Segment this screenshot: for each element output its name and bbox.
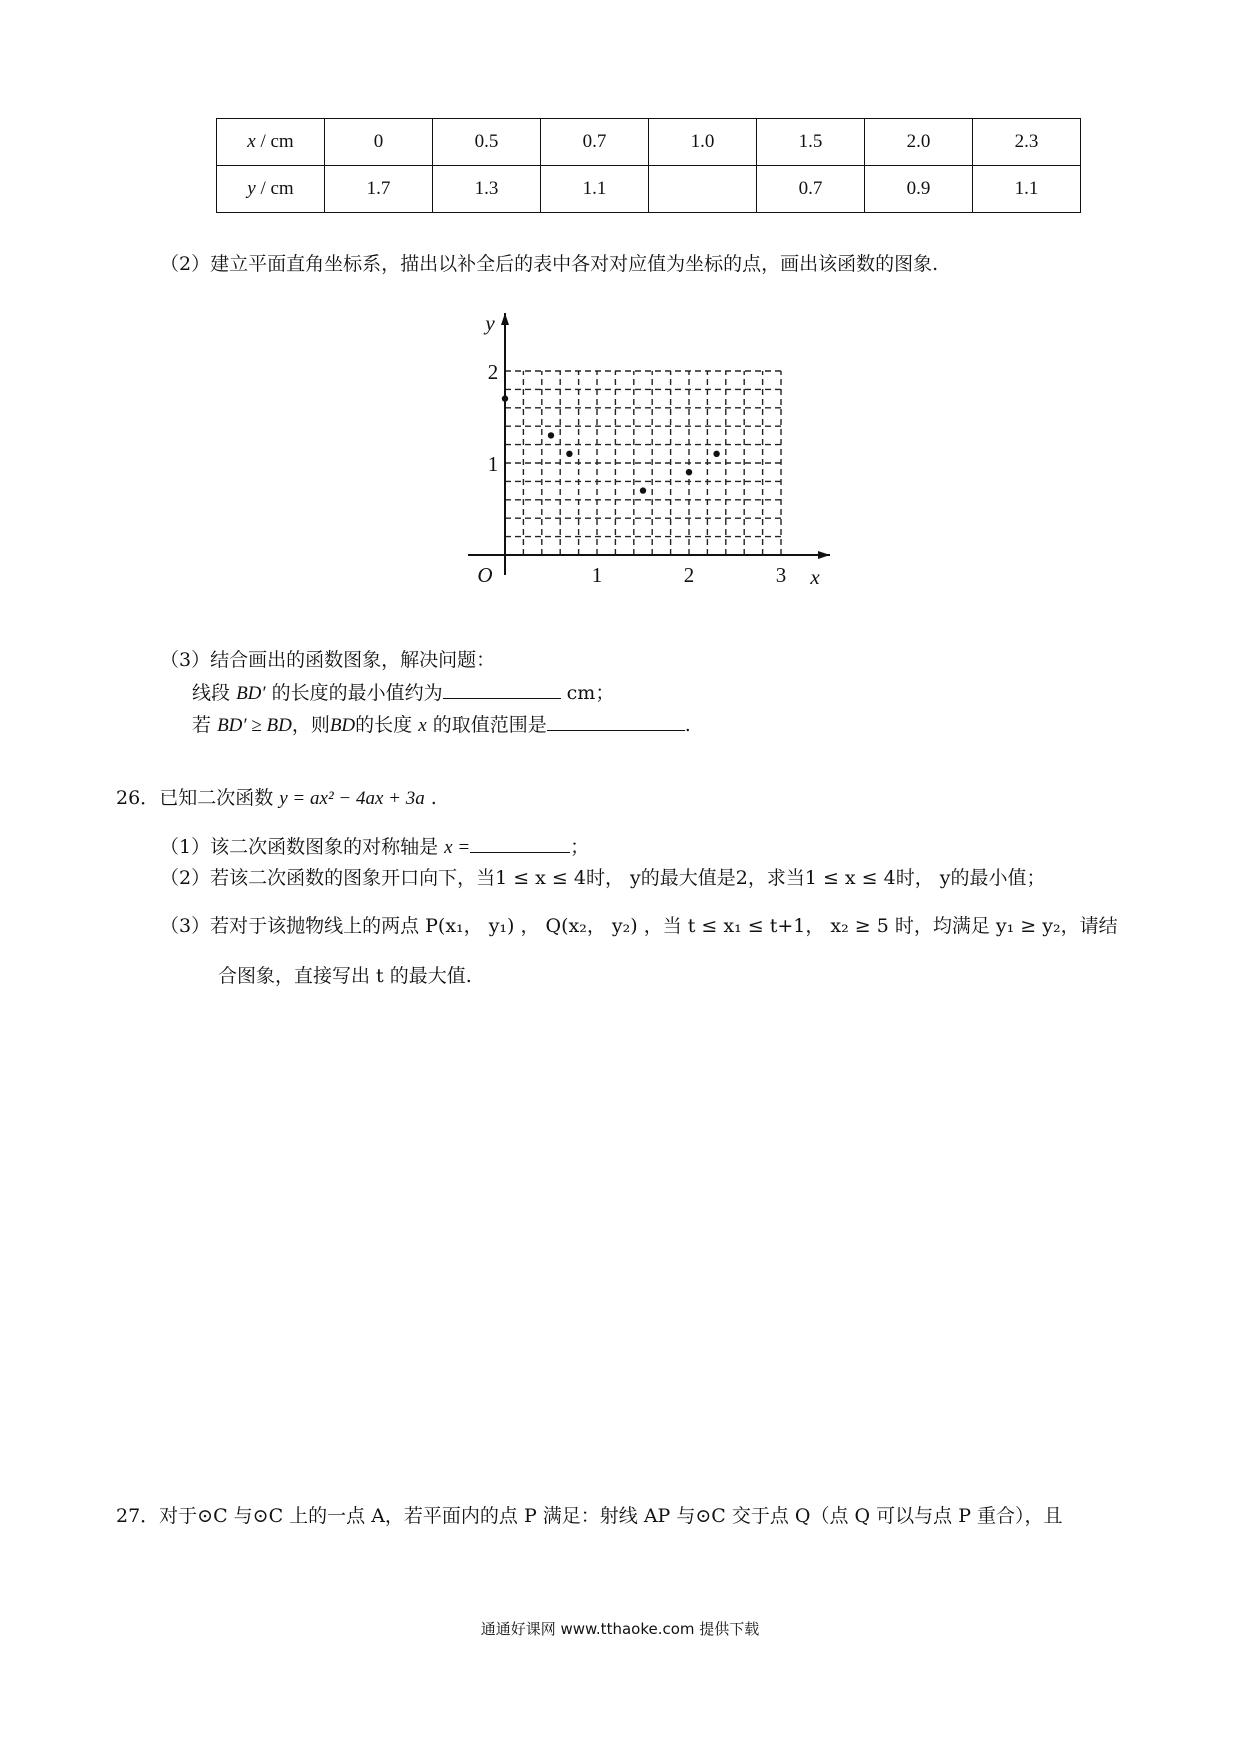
x-tick-label: 2 — [683, 563, 695, 585]
math-var: BD — [329, 715, 356, 736]
table-cell: 0.7 — [757, 166, 865, 213]
table-cell: 0.5 — [433, 119, 541, 166]
coordinate-chart — [450, 305, 850, 585]
y-axis-arrow — [501, 313, 509, 325]
math-function: y = ax² − 4ax + 3a — [279, 788, 425, 809]
text: 已知二次函数 — [159, 787, 274, 809]
text: （1）该二次函数图象的对称轴是 — [160, 836, 439, 858]
q25-part3-line2 — [192, 710, 691, 740]
chart-labels — [477, 311, 820, 585]
x-tick-label: 1 — [591, 563, 603, 585]
text: 的长度 — [355, 714, 413, 736]
math-expr: BD′ ≥ BD — [217, 715, 292, 736]
text: cm； — [566, 682, 615, 704]
text: . — [430, 787, 437, 809]
table-cell: 0.7 — [541, 119, 649, 166]
math-var: BD′ — [236, 683, 266, 704]
chart-grid — [505, 371, 781, 555]
table-header-y: y / cm — [217, 166, 325, 213]
table-header-x: x / cm — [217, 119, 325, 166]
table-cell: 1.7 — [325, 166, 433, 213]
x-axis-arrow — [818, 551, 830, 559]
data-point — [548, 432, 554, 438]
q26-part2: （2）若该二次函数的图象开口向下，当1 ≤ x ≤ 4时， y的最大值是2，求当1 ≤ x ≤ 4时， y的最小值； — [160, 867, 1046, 889]
q26-part1 — [160, 832, 589, 862]
q26-part3-line1: （3）若对于该抛物线上的两点 P(x₁， y₁) ， Q(x₂， y₂) ，当 t ≤ x₁ ≤ t+1， x₂ ≥ 5 时，均满足 y₁ ≥ y₂，请结 — [160, 915, 1118, 937]
text: 线段 — [192, 682, 231, 704]
table-cell: 1.3 — [433, 166, 541, 213]
data-point — [686, 469, 692, 475]
answer-blank[interactable] — [443, 678, 561, 699]
xy-table — [216, 118, 1081, 213]
answer-blank[interactable] — [470, 832, 570, 853]
data-point — [640, 487, 646, 493]
table-cell-blank — [649, 166, 757, 213]
data-point — [713, 451, 719, 457]
page-footer: 通通好课网 www.tthaoke.com 提供下载 — [480, 1620, 760, 1638]
table-cell: 1.1 — [541, 166, 649, 213]
text: 的取值范围是 — [432, 714, 547, 736]
text: ，则 — [291, 714, 330, 736]
q25-part3-line1 — [192, 678, 614, 708]
q26-stem — [116, 784, 437, 813]
y-axis-label: y — [485, 311, 495, 335]
text: 的长度的最小值约为 — [271, 682, 443, 704]
table-cell: 2.3 — [973, 119, 1081, 166]
table-row-y — [217, 166, 1081, 213]
answer-blank[interactable] — [547, 710, 685, 731]
q27-line1: 27．对于⊙C 与⊙C 上的一点 A，若平面内的点 P 满足：射线 AP 与⊙C 交于点 Q（点 Q 可以与点 P 重合），且 — [116, 1505, 1063, 1527]
table-cell: 1.1 — [973, 166, 1081, 213]
question-number: 26． — [116, 787, 160, 809]
table-cell: 0.9 — [865, 166, 973, 213]
math-var: x — [418, 715, 427, 736]
data-point — [566, 451, 572, 457]
table-cell: 1.5 — [757, 119, 865, 166]
q25-part3-intro: （3）结合画出的函数图象，解决问题： — [160, 649, 496, 671]
table-cell: 2.0 — [865, 119, 973, 166]
table-row-x — [217, 119, 1081, 166]
q26-part3-line2: 合图象，直接写出 t 的最大值. — [218, 965, 472, 987]
y-tick-label: 2 — [487, 360, 499, 384]
x-tick-label: 3 — [775, 563, 787, 585]
text: . — [684, 714, 691, 736]
table-cell: 1.0 — [649, 119, 757, 166]
math-var: x = — [444, 837, 471, 858]
text: ； — [570, 836, 590, 858]
table-cell: 0 — [325, 119, 433, 166]
origin-label: O — [477, 563, 493, 585]
text: 若 — [192, 714, 212, 736]
data-point — [502, 395, 508, 401]
q25-part2-text: （2）建立平面直角坐标系，描出以补全后的表中各对对应值为坐标的点，画出该函数的图象. — [160, 253, 939, 275]
y-tick-label: 1 — [487, 452, 499, 476]
x-axis-label: x — [810, 565, 820, 585]
